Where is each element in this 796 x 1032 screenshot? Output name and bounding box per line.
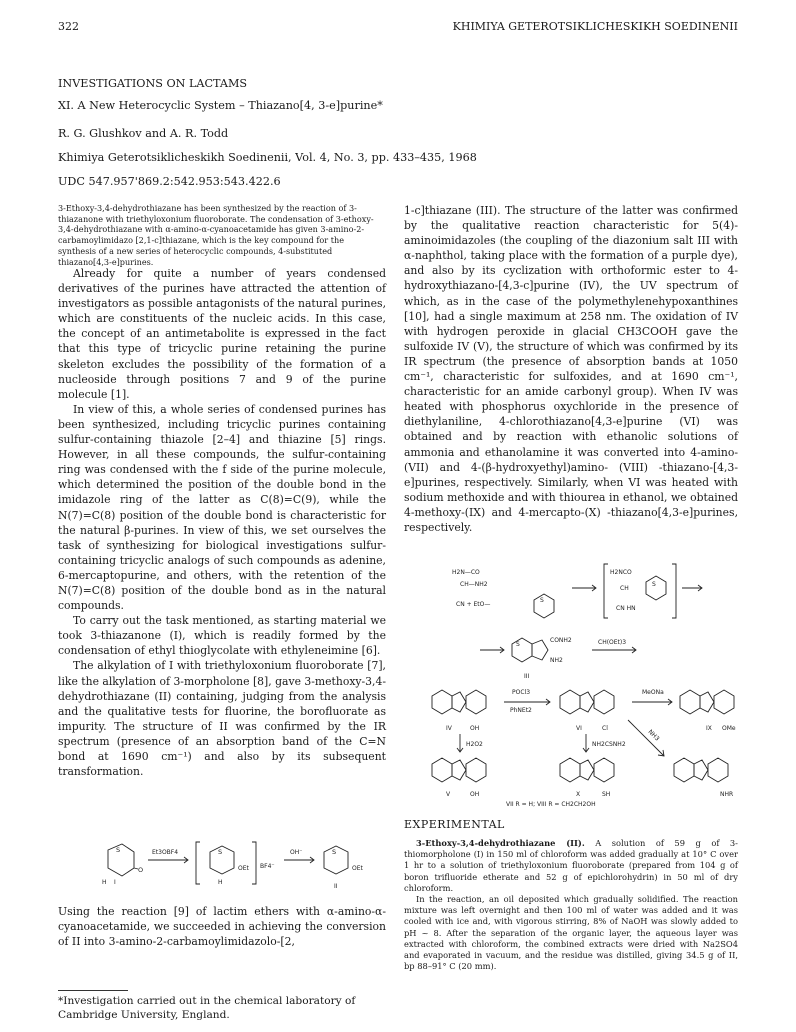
left-bottom-paragraph: Using the reaction [9] of lactim ethers with α-amino-α-cyanoacetamide, we succeeded in achieving the conversion of II into 3-amino-2-carbamoylimidazolo-[2, xyxy=(58,905,386,949)
svg-text:S: S xyxy=(218,848,223,856)
ch-oet3-label: CH(OEt)3 xyxy=(598,639,627,646)
journal-running-head: KHIMIYA GETEROTSIKLICHESKIKH SOEDINENII xyxy=(452,20,738,33)
vii-viii-legend: VII R = H; VIII R = CH2CH2OH xyxy=(506,801,596,808)
left-column-body xyxy=(58,266,386,779)
nhr-label: NHR xyxy=(720,791,734,798)
paragraph: The alkylation of I with triethyloxonium fluoroborate [7], like the alkylation of 3-morpholone [8], gave 3-methoxy-3,4-dehydrothiazane (II) containing, judging from the analysis and the qualitative tests for fluorine, the borofluorate as impurity. The structure of II was confirmed by the IR spectrum (presence of an absorption band of the C=N bond at 1690 cm⁻¹) and also by its subsequent transformation. xyxy=(58,659,386,779)
conh2-label: CONH2 xyxy=(550,637,572,644)
paragraph: Already for quite a number of years condensed derivatives of the purines have attracted the attention of investigators as possible antagonists of the natural purines, which are constituents of the nucleic acids. In this case, the concept of an antimetabolite is expressed in the fact that this type of tricyclic purine retaining the purine skeleton excludes the possibility of the formation of a nucleoside through positions 7 and 9 of the purine molecule [1]. xyxy=(58,267,386,401)
page-number: 322 xyxy=(58,20,79,33)
svg-text:OEt: OEt xyxy=(352,865,363,872)
svg-text:S: S xyxy=(332,848,337,856)
ch-nh2-label: CH—NH2 xyxy=(460,581,488,588)
cl-label: Cl xyxy=(602,725,608,732)
cn-eto-label: CN + EtO— xyxy=(456,601,491,608)
footnote: *Investigation carried out in the chemical laboratory of Cambridge University, England. xyxy=(58,995,356,1021)
footnote-rule xyxy=(58,990,128,991)
phnet2-label: PhNEt2 xyxy=(510,707,532,714)
experimental-paragraph-1-text: A solution of 59 g of 3-thiomorpholone (I) in 150 ml of chloroform was added gradually at 10° C over 1 hr to a solution of triethyloxonium fluoroborate (prepared from 104 g of boron trifluoride etherate and 52 g of epichlorohydrin) in 50 ml of dry chloroform. xyxy=(404,838,738,893)
pocl3-label: POCl3 xyxy=(512,689,531,696)
series-title: INVESTIGATIONS ON LACTAMS xyxy=(58,77,248,90)
compound-label-I: I xyxy=(114,879,116,886)
compound-label-IV: IV xyxy=(446,725,452,732)
ring-I xyxy=(108,844,134,876)
meona-label: MeONa xyxy=(642,689,664,696)
compound-label-VI: VI xyxy=(576,725,582,732)
h2o2-label: H2O2 xyxy=(466,741,483,748)
reagent-oh: OH⁻ xyxy=(290,849,303,856)
abstract: 3-Ethoxy-3,4-dehydrothiazane has been synthesized by the reaction of 3-thiazanone with triethyloxonium fluoroborate. The condensation of 3-ethoxy-3,4-dehydrothiazane with α-amino-α-cyanoacetamide has given 3-amino-2-carbamoylimidazo [2,1-c]thiazane, which is the key compound for the synthesis of a new series of heterocyclic compounds, 4-substituted thiazano[4,3-e]purines. xyxy=(58,203,374,267)
cn-hn-label: CN HN xyxy=(616,605,636,612)
article-title: XI. A New Heterocyclic System – Thiazano[4, 3-e]purine* xyxy=(58,99,383,112)
sulfur-atom-label: S xyxy=(116,846,121,854)
reaction-scheme-2 xyxy=(420,560,750,808)
experimental-body xyxy=(404,838,738,972)
compound-label-III: III xyxy=(524,673,530,680)
h2nco-intermediate-label: H2NCO xyxy=(610,569,632,576)
experimental-paragraph-1 xyxy=(404,838,738,894)
compound-label-IX: IX xyxy=(706,725,712,732)
right-column-body: 1-c]thiazane (III). The structure of the latter was confirmed by the qualitative reaction characteristic for 5(4)-aminoimidazoles (the coupling of the diazonium salt III with α-naphthol, taking place with the formation of a purple dye), and also by its cyclization with orthoformic ester to 4-hydroxythiazano-[4,3-c]purine (IV), the UV spectrum of which, as in the case of the polymethylenehypoxanthines [10], had a single maximum at 258 nm. The oxidation of IV with hydrogen peroxide in glacial CH3COOH gave the sulfoxide IV (V), the structure of which was confirmed by its IR spectrum (the presence of absorption bands at 1050 cm⁻¹, characteristic for sulfoxides, and at 1690 cm⁻¹, characteristic for an amide carbonyl group). When IV was heated with phosphorus oxychloride in the presence of diethylaniline, 4-chlorothiazano[4,3-e]purine (VI) was obtained and by reaction with ethanolic solutions of ammonia and ethanolamine it was converted into 4-amino- (VII) and 4-(β-hydroxyethyl)amino- (VIII) -thiazano-[4,3-e]purines, respectively. Similarly, when VI was heated with sodium methoxide and with thiourea in ethanol, we obtained 4-methoxy-(IX) and 4-mercapto-(X) -thiazano[4,3-e]purines, respectively. xyxy=(404,204,738,534)
citation: Khimiya Geterotsiklicheskikh Soedinenii, Vol. 4, No. 3, pp. 433–435, 1968 xyxy=(58,151,477,164)
experimental-heading: EXPERIMENTAL xyxy=(404,818,505,831)
nh2-label: NH2 xyxy=(550,657,563,664)
svg-text:OH: OH xyxy=(470,791,480,798)
reagent-et3obf4: Et3OBF4 xyxy=(152,849,179,856)
udc: UDC 547.957'869.2:542.953:543.422.6 xyxy=(58,175,281,188)
hydrogen-label: H xyxy=(102,879,107,886)
oet-label: OEt xyxy=(238,865,249,872)
nh3-label: NH3 xyxy=(646,728,661,743)
ome-label: OMe xyxy=(722,725,736,732)
bf4-label: BF4⁻ xyxy=(260,863,275,870)
authors: R. G. Glushkov and A. R. Todd xyxy=(58,127,229,140)
oh-label: OH xyxy=(470,725,480,732)
compound-label-V: V xyxy=(446,791,451,798)
h2nco-label: H2N—CO xyxy=(452,569,480,576)
paragraph: In view of this, a whole series of condensed purines has been synthesized, including tricyclic purines containing sulfur-containing thiazole [2–4] and thiazine [5] rings. However, in all these compounds, the sulfur-containing ring was condensed with the f side of the purine molecule, which determined the position of the double bond in the imidazole ring of the latter as C(8)=C(9), while the N(7)=C(8) position of the double bond is characteristic for the natural β-purines. In view of this, we set ourselves the task of synthesizing for biological investigations sulfur-containing tricyclic analogs of such compounds as adenine, 6-mercaptopurine, and others, with the retention of the N(7)=C(8) position of the double bond as in the natural compounds. xyxy=(58,402,386,613)
nh2csnh2-label: NH2CSNH2 xyxy=(592,741,626,748)
ch-label: CH xyxy=(620,585,629,592)
compound-ii-title: 3-Ethoxy-3,4-dehydrothiazane (II). xyxy=(416,838,585,848)
reaction-scheme-1 xyxy=(88,838,378,900)
paragraph: To carry out the task mentioned, as starting material we took 3-thiazanone (I), which is readily formed by the condensation of ethyl thioglycolate with ethyleneimine [6]. xyxy=(58,614,386,658)
svg-text:S: S xyxy=(652,581,656,588)
experimental-paragraph-2: In the reaction, an oil deposited which gradually solidified. The reaction mixture was left overnight and then 100 ml of water was added and it was cooled with ice and, with vigorous stirring, 8% of NaOH was slowly added to pH ~ 8. After the separation of the organic layer, the aqueous layer was extracted with chloroform, the combined extracts were dried with Na2SO4 and evaporated in vacuum, and the residue was distilled, giving 34.5 g of II, bp 88–91° C (20 mm). xyxy=(404,894,738,972)
svg-text:H: H xyxy=(218,879,223,886)
compound-label-X: X xyxy=(576,791,581,798)
sh-label: SH xyxy=(602,791,611,798)
svg-text:S: S xyxy=(516,641,520,648)
svg-text:S: S xyxy=(540,597,544,604)
oxygen-label: O xyxy=(138,866,144,874)
compound-label-II: II xyxy=(334,883,338,890)
